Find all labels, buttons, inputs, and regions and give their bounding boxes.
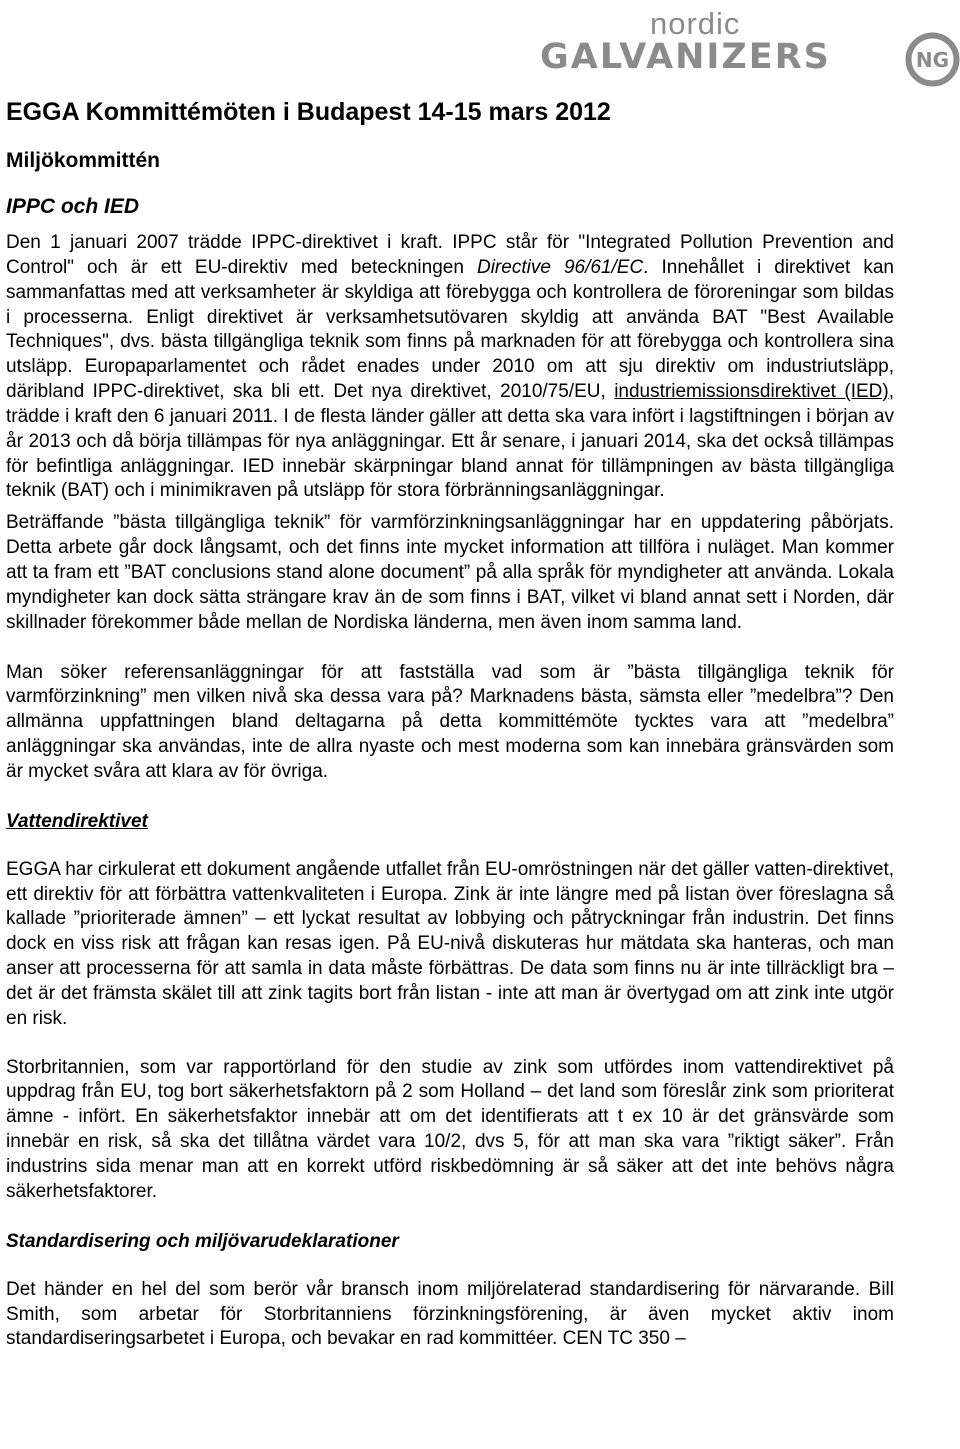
document-title: EGGA Kommittémöten i Budapest 14-15 mars 2012 [6,98,611,126]
nordic-galvanizers-logo [540,2,960,92]
paragraph-ippc: Den 1 januari 2007 trädde IPPC-direktivet i kraft. IPPC står för "Integrated Pollution Prevention and Control" och är ett EU-direktiv med beteckningen Directive 96/61/EC. Innehållet i direktivet kan sammanfattas med att verksamheter är skyldiga att förebygga och kontrollera de föroreningar som bildas i processerna. Enligt direktivet är verksamhetsutövaren skyldig att använda BAT "Best Available Techniques", dvs. bästa tillgängliga teknik som finns på marknaden för att förebygga och kontrollera sina utsläpp. Europaparlamentet och rådet enades under 2010 om att sju direktiv om industriutsläpp, däribland IPPC-direktivet, ska bli ett. Det nya direktivet, 2010/75/EU, industriemissionsdirektivet (IED), trädde i kraft den 6 januari 2011. I de flesta länder gäller att detta ska vara infört i lagstiftningen i början av år 2013 och då börja tillämpas för nya anläggningar. Ett år senare, i januari 2014, ska det också tillämpas för befintliga anläggningar. IED innebär skärpningar bland annat för tillämpningen av bästa tillgängliga teknik (BAT) och i minimikraven på utsläpp för stora förbränningsanläggningar. [6,232,894,502]
section-heading-ippc: IPPC och IED [6,195,140,218]
ied-link-text: industriemissionsdirektivet (IED) [614,381,889,403]
section-heading-water-directive: Vattendirektivet [6,810,148,832]
directive-reference: Directive 96/61/EC [476,256,644,278]
paragraph-bat-update: Beträffande ”bästa tillgängliga teknik” för varmförzinkningsanläggningar har en uppdatering påbörjats. Detta arbete går dock långsamt, och det finns inte mycket information att tillföra i nuläget. Man kommer att ta fram ett ”BAT conclusions stand alone document” på alla språk för myndigheter att använda. Lokala myndigheter kan dock sätta strängare krav än de som finns i BAT, vilket vi bland annat sett i Norden, där skillnader förekommer både mellan de Nordiska länderna, men även inom samma land. [6,512,894,633]
paragraph-uk-study: Storbritannien, som var rapportörland för den studie av zink som utfördes inom vattendirektivet på uppdrag från EU, tog bort säkerhetsfaktorn på 2 som Holland – det land som föreslår zink som prioriterat ämne - infört. En säkerhetsfaktor innebär att om det identifierats att t ex 10 är det gränsvärde som innebär en risk, så ska det tillåtna värdet vara 10/2, dvs 5, för att man ska vara ”riktigt säker”. Från industrins sida menar man att en korrekt utförd riskbedömning är så säker att det inte behövs några säkerhetsfaktorer. [6,1056,894,1202]
document-body [6,95,894,1352]
committee-heading: Miljökommittén [6,149,161,172]
section-heading-standardisation: Standardisering och miljövarudeklarationer [6,1230,399,1252]
paragraph-reference-plants: Man söker referensanläggningar för att fastställa vad som är ”bästa tillgängliga teknik för varmförzinkning” men vilken nivå ska dessa vara på? Marknadens bästa, sämsta eller ”medelbra”? Den allmänna uppfattningen bland deltagarna på detta kommittémöte tycktes vara att ”medelbra” anläggningar ska användas, inte de allra nyaste och mest moderna som kan innebära gränsvärden som är mycket svåra att klara av för övriga. [6,661,894,782]
svg-text:NG: NG [915,48,950,72]
paragraph-standardisation: Det händer en hel del som berör vår bransch inom miljörelaterad standardisering för närvarande. Bill Smith, som arbetar för Storbritanniens förzinkningsförening, är även mycket aktiv inom standardiseringsarbetet i Europa, och bevakar en rad kommittéer. CEN TC 350 – [6,1278,894,1350]
ng-logo-mark-icon [905,32,960,87]
paragraph-water-directive: EGGA har cirkulerat ett dokument angående utfallet från EU-omröstningen när det gäller vatten-direktivet, ett direktiv för att förbättra vattenkvaliteten i Europa. Zink är inte längre med på listan över föreslagna så kallade ”prioriterade ämnen” – ett lyckat resultat av lobbying och påtryckningar från industrin. Det finns dock en viss risk att frågan kan resas igen. På EU-nivå diskuteras hur mätdata ska hanteras, och man anser att processerna för att samla in data måste förbättras. De data som finns nu är inte tillräckligt bra – det är det främsta skälet till att zink tagits bort från listan - inte att man är övertygad om att zink inte utgör en risk. [6,858,894,1029]
logo-nordic-text: nordic [650,6,741,41]
logo-galvanizers-text: GALVANIZERS [540,37,831,77]
